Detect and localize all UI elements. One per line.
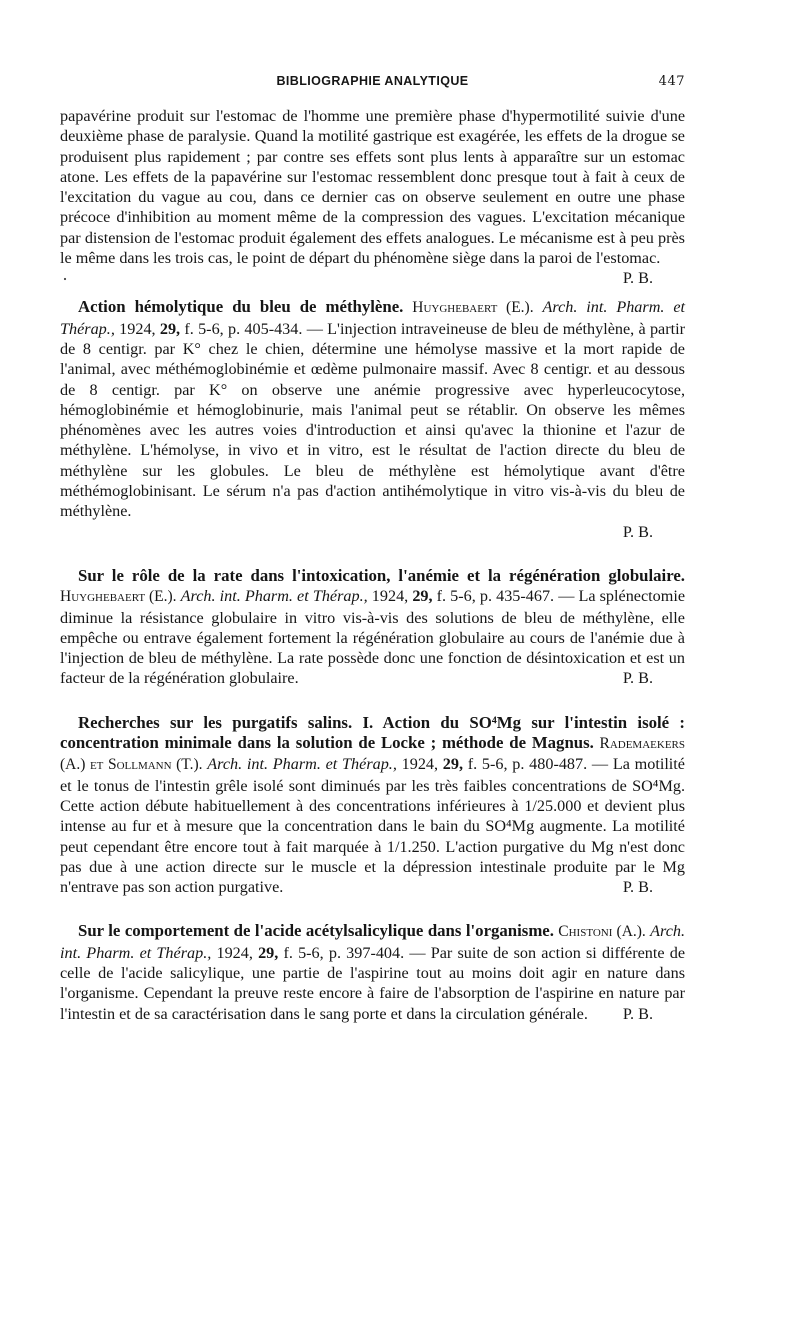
abstract-title: Action hémolytique du bleu de méthylène. (78, 297, 404, 317)
abstract-journal: Arch. int. Pharm. et Thérap., (60, 298, 685, 338)
page-number: 447 (658, 74, 685, 89)
abstract-entry (60, 566, 685, 689)
running-title: BIBLIOGRAPHIE ANALYTIQUE (276, 74, 469, 88)
page-header (60, 70, 685, 94)
abstract-authors: Huyghebaert (E.). (60, 588, 177, 606)
abstract-body: — La splénectomie diminue la résistance globulaire in vitro vis-à-vis des solutions de bleu de méthylène, elle empêche ou entrave également fortement la régénération globulaire au cours de l'anémie due à l'injection de bleu de méthylène. La rate possède donc une fonction de désintoxication et est un facteur de la régénération globulaire. (60, 587, 686, 688)
abstract-entry (60, 713, 685, 898)
abstract-authors: Huyghebaert (E.). (412, 299, 534, 317)
journal-page (60, 70, 685, 1024)
abstract-journal: Arch. int. Pharm. et Thérap., (60, 922, 686, 962)
abstract-signature: P. B. (622, 269, 653, 288)
abstract-body: — La motilité et le tonus de l'intestin grêle isolé sont diminués par les très faibles concentrations de SO⁴Mg. Cette action débute habituellement à des concentrations inférieures à 1/25.000 et devient plus intense au fur et à mesure que la concentration dans le bain du SO⁴Mg augmente. La motilité peut cependant être encore tout à fait marquée à 1/1.250. L'action purgative du Mg n'est donc pas due à une action directe sur le muscle et la dépression intestinale produite par le Mg n'entrave pas son action purgative. (60, 755, 685, 897)
abstract-continuation (60, 106, 685, 288)
abstract-pages: f. 5-6, p. 397-404. (283, 943, 405, 962)
abstract-body: — L'injection intraveineuse de bleu de méthylène, à partir de 8 centigr. par K° chez le chien, détermine une hémolyse massive et la mort rapide de l'animal, avec méthémoglobinémie et œdème pulmonaire massif. Avec 8 centigr. et au dessous de 8 centigr. par K° on observe une anémie progressive avec hyperleucocytose, hémoglobinémie et hémoglobinurie, mais l'animal peut se rétablir. On observe les mêmes phénomènes avec les autres voies d'introduction et ainsi qu'avec la thionine et l'azur de méthylène. L'hémolyse, in vivo et in vitro, est le résultat de l'action directe du bleu de méthylène sur les globules. Le bleu de méthylène est hémolytique avant d'être méthémoglobinisant. Le sérum n'a pas d'action antihémolytique in vitro vis-à-vis du bleu de méthylène. (60, 319, 685, 521)
abstract-year: 1924, (119, 319, 156, 338)
abstract-authors: Rademaekers (A.) et Sollmann (T.). (60, 735, 685, 774)
abstract-volume: 29, (159, 319, 181, 338)
abstract-pages: f. 5-6, p. 405-434. (184, 319, 303, 338)
abstract-signature: P. B. (622, 669, 653, 688)
abstract-body: — Par suite de son action si différente de celle de l'acide salicylique, une partie de l'aspirine tout au moins doit agir en nature dans l'organisme. Cependant la preuve reste encore à faire de l'absorption de l'aspirine en nature par l'intestin et de sa caractérisation dans le sang porte et dans la circulation générale. (60, 943, 686, 1023)
abstract-title: Sur le rôle de la rate dans l'intoxication, l'anémie et la régénération globulaire. (78, 565, 685, 585)
abstract-journal: Arch. int. Pharm. et Thérap., (207, 755, 397, 774)
abstract-entry (60, 921, 685, 1023)
abstract-signature: P. B. (622, 1004, 653, 1023)
abstract-title: Sur le comportement de l'acide acétylsalicylique dans l'organisme. (78, 921, 554, 941)
abstract-volume: 29, (442, 755, 464, 774)
abstract-volume: 29, (258, 943, 279, 962)
abstract-year: 1924, (216, 943, 253, 962)
abstract-pages: f. 5-6, p. 435-467. (436, 587, 555, 606)
abstract-signature: P. B. (622, 522, 653, 541)
abstract-signature: P. B. (622, 878, 653, 897)
abstract-year: 1924, (401, 755, 439, 774)
abstract-pages: f. 5-6, p. 480-487. (467, 755, 588, 774)
abstract-entry (60, 297, 685, 542)
section-separator (60, 275, 70, 283)
abstract-title: Recherches sur les purgatifs salins. I. Action du SO⁴Mg sur l'intestin isolé : concentration minimale dans la solution de Locke ; méthode de Magnus. (60, 712, 685, 753)
abstract-body: papavérine produit sur l'estomac de l'homme une première phase d'hypermotilité suivie d'une deuxième phase de paralysie. Quand la motilité gastrique est exagérée, les effets de la drogue se produisent plus rapidement ; par contre ses effets sont plus lents à apparaître sur un estomac atone. Les effets de la papavérine sur l'estomac ressemblent donc presque tout à fait à ceux de l'excitation du vague au cou, dans ce dernier cas on observe seulement en outre une phase précoce d'inhibition au moment même de la compression des vagues. L'excitation mécanique par distension de l'estomac produit également des effets analogues. Le mécanisme est à peu près le même dans les trois cas, le point de départ du phénomène siège dans la paroi de l'estomac. (60, 107, 685, 268)
abstract-year: 1924, (371, 587, 409, 606)
abstract-journal: Arch. int. Pharm. et Thérap., (180, 587, 368, 606)
abstract-volume: 29, (412, 587, 433, 606)
abstract-authors: Chistoni (A.). (558, 923, 646, 941)
